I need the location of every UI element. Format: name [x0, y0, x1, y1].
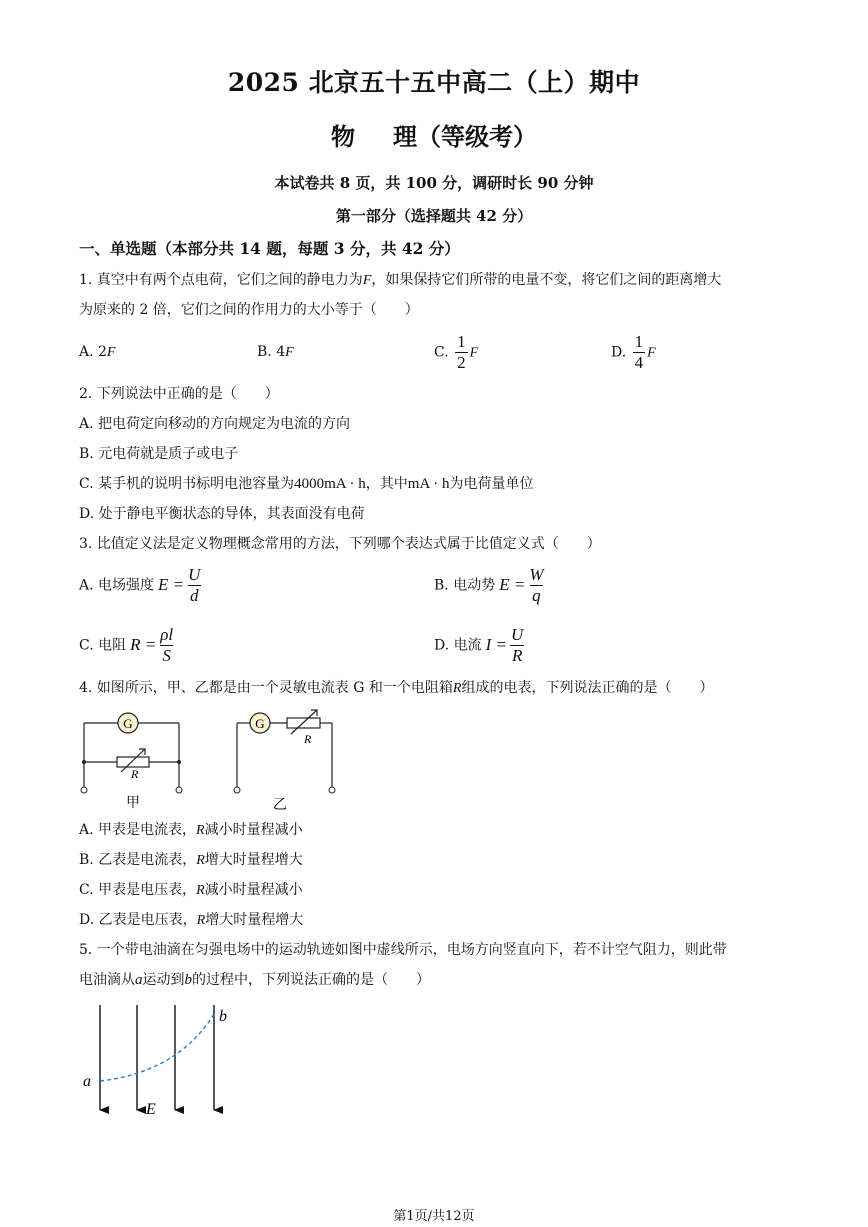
jia-resistor-box	[117, 757, 149, 767]
q5-var-a: a	[135, 972, 143, 988]
q3-option-a	[79, 566, 204, 605]
q2-c-unit: mA · h	[407, 476, 450, 492]
q1-b-label: B. 4	[257, 344, 286, 360]
q4-a-pre: A. 甲表是电流表，	[79, 822, 197, 838]
q5-stem-line2	[79, 970, 430, 990]
q1-a-var: F	[106, 345, 116, 360]
q1-b-var: F	[285, 345, 294, 360]
q2-c-value: 4000mA · h	[294, 476, 366, 492]
q1-var-f: F	[362, 273, 372, 288]
q4-a-post: 减小时量程减小	[204, 822, 303, 838]
q1-stem-line2: 为原来的 2 倍，它们之间的作用力的大小等于（ ）	[79, 302, 419, 318]
q3-a-lhs: E =	[158, 574, 185, 594]
q3-a-label: A. 电场强度	[79, 577, 155, 594]
q3-c-den: S	[162, 646, 171, 665]
q3-option-c	[79, 626, 177, 665]
q1-d-label: D.	[611, 344, 627, 361]
q4-option-b	[79, 850, 303, 871]
q3-option-b	[434, 566, 547, 605]
q3-d-lhs: I =	[485, 634, 508, 654]
q1-d-fraction	[633, 333, 646, 372]
subject-char-1: 物	[331, 122, 355, 151]
q3-c-label: C. 电阻	[79, 637, 127, 654]
q3-option-d	[434, 626, 527, 665]
q3-d-fraction	[509, 626, 525, 665]
q3-b-lhs: E =	[499, 574, 526, 594]
q4-option-c	[79, 880, 303, 901]
q1-d-var: F	[647, 345, 656, 361]
q2-option-d: D. 处于静电平衡状态的导体，其表面没有电荷	[79, 506, 365, 522]
q3-b-fraction	[527, 566, 545, 605]
q4-c-pre: C. 甲表是电压表，	[79, 882, 197, 898]
q4-d-pre: D. 乙表是电压表，	[79, 912, 197, 928]
q1-d-num: 1	[634, 332, 644, 351]
q4-option-a	[79, 820, 303, 841]
jia-terminal-right	[176, 787, 182, 793]
yi-variable-arrow	[291, 710, 317, 734]
jia-galvanometer-label: G	[123, 716, 133, 731]
q5-text-a: 电油滴从	[79, 972, 135, 988]
q3-b-num: W	[529, 565, 544, 584]
field-e-label: E	[146, 1101, 156, 1118]
q4-c-post: 减小时量程减小	[204, 882, 303, 898]
q1-c-fraction	[455, 333, 468, 372]
q3-a-num: U	[188, 565, 201, 584]
q1-c-var: F	[469, 345, 479, 361]
part-heading: 第一部分（选择题共 42 分）	[335, 207, 533, 225]
q2-c-text-b: ，其中	[365, 476, 408, 492]
trajectory-dashed-curve	[100, 1014, 214, 1081]
q1-stem-line1	[79, 270, 721, 291]
q1-option-a	[79, 342, 115, 363]
exam-title: 2025 北京五十五中高二（上）期中	[227, 68, 641, 97]
q1-text-a: 1. 真空中有两个点电荷，它们之间的静电力为	[79, 272, 363, 288]
q1-text-b: ，如果保持它们所带的电量不变，将它们之间的距离增大	[371, 272, 722, 288]
q3-stem: 3. 比值定义法是定义物理概念常用的方法，下列哪个表达式属于比值定义式（ ）	[79, 536, 601, 552]
q1-c-num: 1	[457, 332, 466, 351]
q2-c-text-a: C. 某手机的说明书标明电池容量为	[79, 476, 295, 492]
yi-galvanometer-label: G	[255, 716, 265, 731]
q4-d-var: R	[196, 913, 206, 928]
q1-option-c	[434, 333, 478, 372]
q1-option-b	[257, 342, 294, 363]
yi-terminal-right	[329, 787, 335, 793]
q4-b-pre: B. 乙表是电流表，	[79, 852, 197, 868]
jia-junction-right	[177, 760, 181, 764]
q4-c-var: R	[196, 883, 205, 898]
q1-d-den: 4	[634, 353, 644, 372]
point-b-label: b	[219, 1008, 227, 1025]
q4-stem	[79, 678, 713, 699]
q3-d-num: U	[511, 625, 524, 644]
q3-b-den: q	[532, 586, 541, 605]
q4-a-var: R	[196, 823, 205, 838]
page-number: 第1页/共12页	[393, 1209, 475, 1224]
jia-resistor-label: R	[131, 767, 139, 781]
q5-text-c: 的过程中，下列说法正确的是（ ）	[192, 972, 430, 988]
q4-text-b: 组成的电表，下列说法正确的是（ ）	[461, 680, 714, 696]
q3-c-fraction	[158, 626, 175, 665]
yi-terminal-left	[234, 787, 240, 793]
jia-label: 甲	[126, 796, 140, 811]
q2-stem: 2. 下列说法中正确的是（ ）	[79, 386, 279, 402]
section-heading: 一、单选题（本部分共 14 题，每题 3 分，共 42 分）	[79, 239, 460, 258]
q4-b-post: 增大时量程增大	[204, 852, 303, 868]
exam-info: 本试卷共 8 页，共 100 分，调研时长 90 分钟	[274, 174, 594, 192]
q5-text-b: 运动到	[142, 972, 185, 988]
q2-c-text-c: 为电荷量单位	[449, 476, 534, 492]
subject-char-2: 理（等级考）	[393, 122, 537, 151]
q1-c-label: C.	[434, 344, 449, 361]
q4-d-post: 增大时量程增大	[205, 912, 304, 928]
point-a-label: a	[83, 1073, 91, 1090]
q5-field-figure	[78, 1000, 248, 1125]
yi-label: 乙	[273, 798, 287, 813]
q4-b-var: R	[196, 853, 205, 868]
q5-stem-line1: 5. 一个带电油滴在匀强电场中的运动轨迹如图中虚线所示，电场方向竖直向下，若不计空气阻力，则此带	[79, 942, 727, 958]
q3-a-den: d	[190, 586, 199, 605]
q4-option-d	[79, 910, 303, 931]
jia-terminal-left	[81, 787, 87, 793]
q3-c-lhs: R =	[130, 634, 157, 654]
jia-junction-left	[82, 760, 86, 764]
q4-text-a: 4. 如图所示，甲、乙都是由一个灵敏电流表 G 和一个电阻箱	[79, 680, 453, 696]
q4-circuit-figure	[70, 705, 370, 815]
q2-option-a: A. 把电荷定向移动的方向规定为电流的方向	[79, 416, 351, 432]
q3-b-label: B. 电动势	[434, 577, 496, 594]
q3-d-label: D. 电流	[434, 637, 482, 654]
q3-c-num: ρl	[160, 625, 174, 644]
q1-a-label: A. 2	[79, 344, 107, 360]
yi-resistor-label: R	[304, 732, 312, 746]
q1-option-d	[611, 333, 656, 372]
q3-a-fraction	[186, 566, 202, 605]
subject-title	[0, 117, 868, 152]
q3-d-den: R	[511, 646, 523, 665]
q2-option-c	[79, 474, 533, 494]
q1-c-den: 2	[457, 353, 466, 372]
q4-var-r: R	[452, 681, 462, 696]
q2-option-b: B. 元电荷就是质子或电子	[79, 446, 239, 462]
q5-var-b: b	[184, 972, 192, 988]
